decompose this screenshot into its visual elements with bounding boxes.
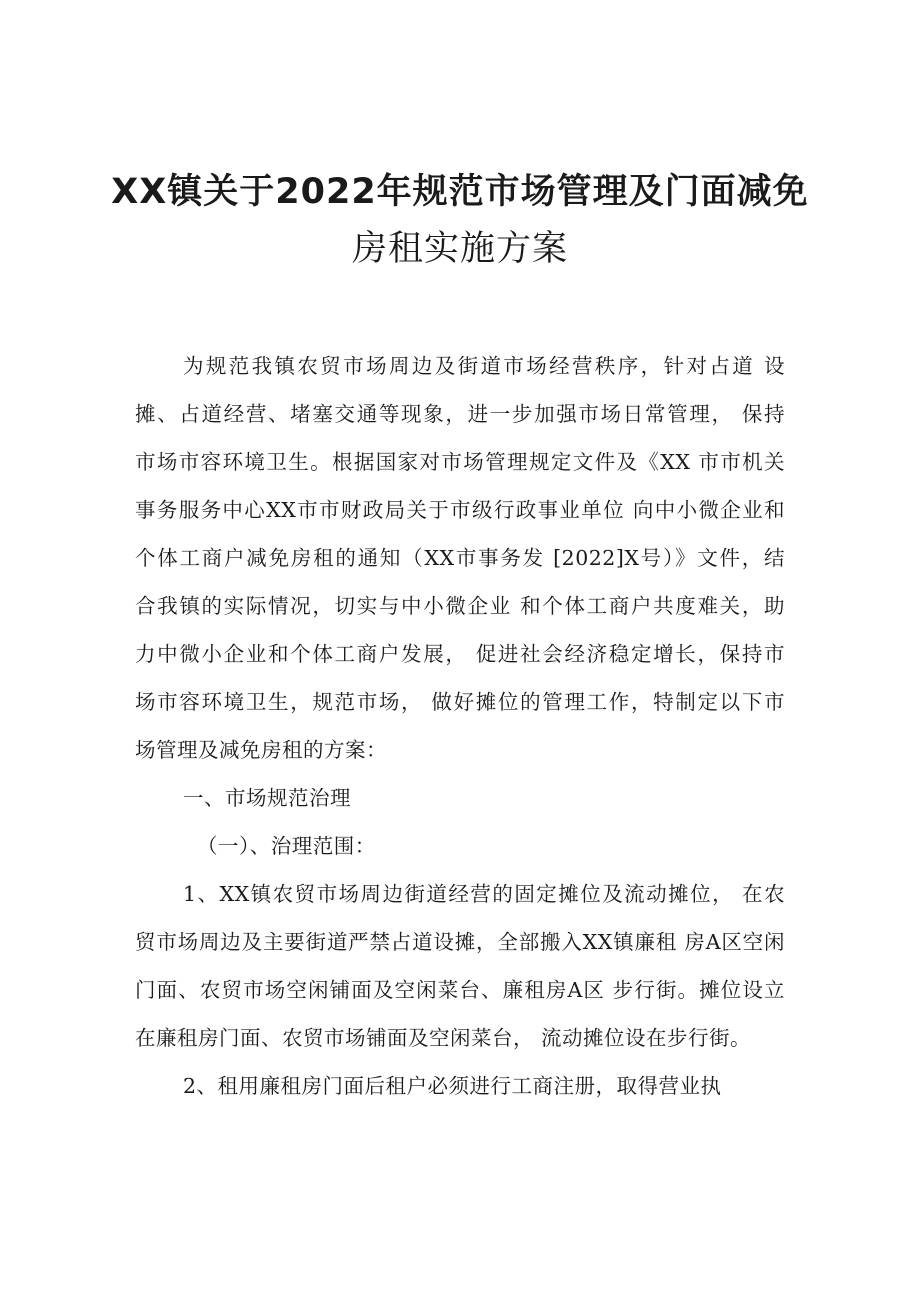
paragraph-line: 摊、占道经营、堵塞交通等现象，进一步加强市场日常管理， 保持 [135,402,785,426]
paragraph-line: 为规范我镇农贸市场周边及街道市场经营秩序，针对占道 设 [183,354,785,378]
document-title-line-1: XX镇关于2022年规范市场管理及门面减免 [111,172,809,212]
paragraph-line: 合我镇的实际情况，切实与中小微企业 和个体工商户共度难关，助 [135,594,785,618]
list-item-line: 在廉租房门面、农贸市场铺面及空闲菜台， 流动摊位设在步行街。 [135,1026,752,1050]
paragraph-line: 场市容环境卫生，规范市场， 做好摊位的管理工作，特制定以下市 [135,690,785,714]
paragraph-line: 场管理及减免房租的方案： [135,738,387,762]
paragraph-line: 个体工商户减免房租的通知（XX市事务发 [2022]X号）》文件，结 [135,546,785,570]
section-heading: 一、市场规范治理 [183,786,351,810]
document-title-line-2: 房租实施方案 [351,229,568,269]
paragraph-line: 力中微小企业和个体工商户发展， 促进社会经济稳定增长，保持市 [135,642,785,666]
list-item-line: 门面、农贸市场空闲铺面及空闲菜台、廉租房A区 步行街。摊位设立 [135,978,785,1002]
list-item-line: 1、XX镇农贸市场周边街道经营的固定摊位及流动摊位， 在农 [183,882,785,906]
paragraph-line: 市场市容环境卫生。根据国家对市场管理规定文件及《XX 市市机关 [135,450,785,474]
list-item-line: 2、租用廉租房门面后租户必须进行工商注册，取得营业执 [183,1074,722,1098]
subsection-heading: （一）、治理范围： [197,834,376,858]
paragraph-line: 事务服务中心XX市市财政局关于市级行政事业单位 向中小微企业和 [135,498,785,522]
list-item-line: 贸市场周边及主要街道严禁占道设摊，全部搬入XX镇廉租 房A区空闲 [135,930,785,954]
